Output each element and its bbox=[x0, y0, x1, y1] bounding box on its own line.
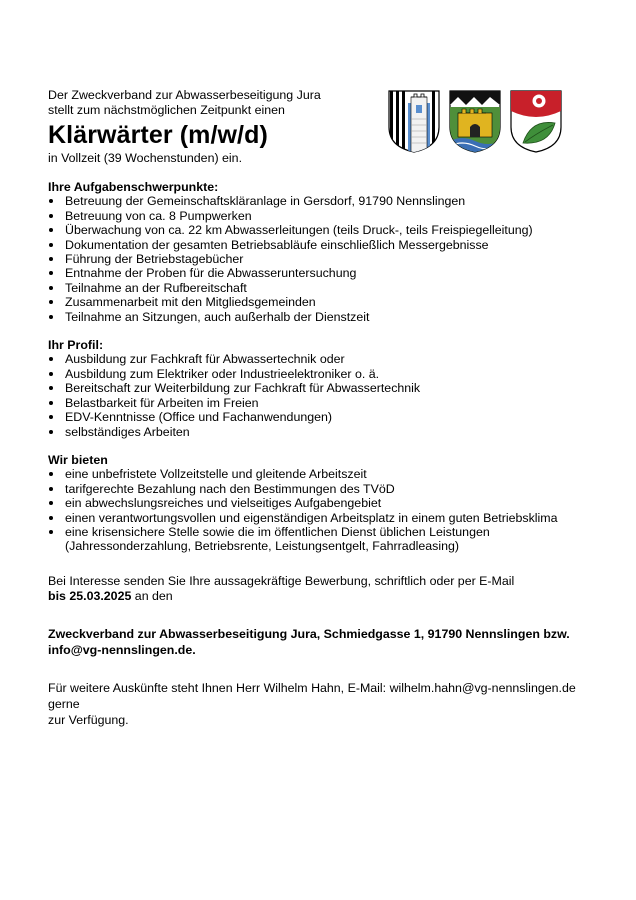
contact-line: Für weitere Auskünfte steht Ihnen Herr Wilhelm Hahn, E-Mail: wilhelm.hahn@vg-nennslingen.de gerne bbox=[48, 680, 576, 711]
castle-crest-icon bbox=[450, 91, 502, 153]
list-item: Teilnahme an Sitzungen, auch außerhalb der Dienstzeit bbox=[48, 310, 596, 324]
tasks-heading: Ihre Aufgabenschwerpunkte: bbox=[48, 180, 219, 194]
list-item: EDV-Kenntnisse (Office und Fachanwendungen) bbox=[48, 410, 596, 424]
contact-paragraph bbox=[48, 680, 596, 728]
application-line: Bei Interesse senden Sie Ihre aussagekräftige Bewerbung, schriftlich oder per E-Mail bbox=[48, 573, 515, 588]
address-email: info@vg-nennslingen.de. bbox=[48, 642, 196, 657]
job-advertisement bbox=[48, 88, 596, 728]
list-item: tarifgerechte Bezahlung nach den Bestimmungen des TVöD bbox=[48, 482, 596, 496]
list-item: Betreuung der Gemeinschaftskläranlage in Gersdorf, 91790 Nennslingen bbox=[48, 194, 596, 208]
list-item: Dokumentation der gesamten Betriebsabläufe einschließlich Messergebnisse bbox=[48, 238, 596, 252]
list-item: Belastbarkeit für Arbeiten im Freien bbox=[48, 396, 596, 410]
tower-crest-icon bbox=[389, 91, 439, 153]
list-item: Teilnahme an der Rufbereitschaft bbox=[48, 281, 596, 295]
list-item: Betreuung von ca. 8 Pumpwerken bbox=[48, 209, 596, 223]
contact-line-2: zur Verfügung. bbox=[48, 712, 129, 727]
address-line: Zweckverband zur Abwasserbeseitigung Jura, Schmiedgasse 1, 91790 Nennslingen bzw. bbox=[48, 626, 570, 641]
intro-line-1: Der Zweckverband zur Abwasserbeseitigung Jura bbox=[48, 88, 321, 102]
application-paragraph bbox=[48, 574, 596, 604]
list-item: Ausbildung zum Elektriker oder Industrieelektroniker o. ä. bbox=[48, 367, 596, 381]
list-item: Bereitschaft zur Weiterbildung zur Fachkraft für Abwassertechnik bbox=[48, 381, 596, 395]
offer-heading: Wir bieten bbox=[48, 452, 108, 467]
profile-heading: Ihr Profil: bbox=[48, 338, 104, 353]
offer-list bbox=[48, 467, 596, 553]
application-deadline: bis 25.03.2025 bbox=[48, 588, 132, 603]
list-item: eine unbefristete Vollzeitstelle und gleitende Arbeitszeit bbox=[48, 467, 596, 481]
address-paragraph bbox=[48, 626, 596, 658]
list-item: eine krisensichere Stelle sowie die im öffentlichen Dienst üblichen Leistungen bbox=[48, 525, 596, 539]
list-item-continuation: (Jahressonderzahlung, Betriebsrente, Leistungsentgelt, Fahrradleasing) bbox=[65, 539, 459, 554]
list-item: Führung der Betriebstagebücher bbox=[48, 252, 596, 266]
intro-line-2: stellt zum nächstmöglichen Zeitpunkt einen bbox=[48, 103, 285, 117]
list-item: Entnahme der Proben für die Abwasseruntersuchung bbox=[48, 266, 596, 280]
application-deadline-suffix: an den bbox=[131, 588, 173, 603]
list-item: Ausbildung zur Fachkraft für Abwassertechnik oder bbox=[48, 352, 596, 366]
list-item: einen verantwortungsvollen und eigenständigen Arbeitsplatz in einem guten Betriebsklima bbox=[48, 511, 596, 525]
job-subtitle: in Vollzeit (39 Wochenstunden) ein. bbox=[48, 151, 243, 165]
list-item: Überwachung von ca. 22 km Abwasserleitungen (teils Druck-, teils Freispiegelleitung) bbox=[48, 223, 596, 237]
list-item: Zusammenarbeit mit den Mitgliedsgemeinden bbox=[48, 295, 596, 309]
municipal-crests bbox=[387, 89, 565, 153]
profile-list bbox=[48, 352, 596, 438]
tasks-list bbox=[48, 194, 596, 324]
list-item: selbständiges Arbeiten bbox=[48, 425, 596, 439]
rose-crest-icon bbox=[511, 91, 561, 152]
list-item: ein abwechslungsreiches und vielseitiges Aufgabengebiet bbox=[48, 496, 596, 510]
job-title: Klärwärter (m/w/d) bbox=[48, 121, 268, 149]
